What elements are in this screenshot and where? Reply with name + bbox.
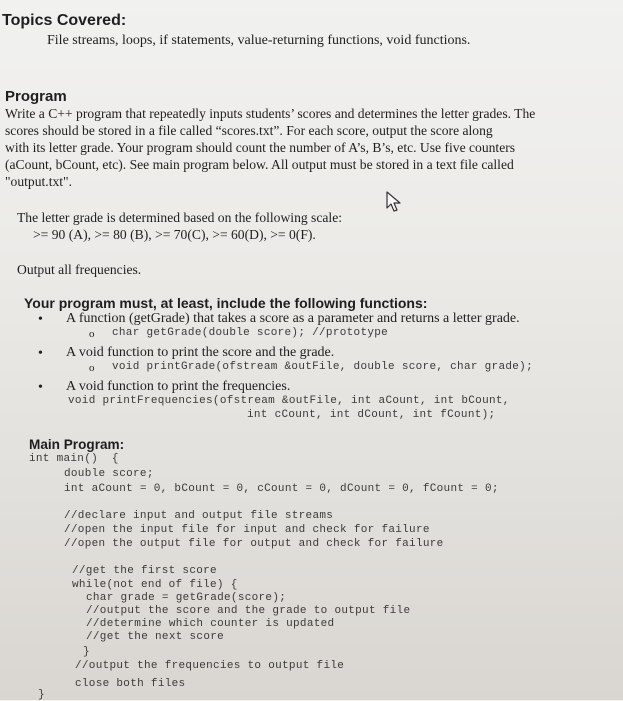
requirement-3-code-line-2: int cCount, int dCount, int fCount);: [247, 409, 496, 421]
requirement-1-text: A function (getGrade) that takes a score as a parameter and returns a letter grade.: [66, 311, 520, 326]
code-line: close both files: [75, 678, 186, 690]
topics-heading: Topics Covered:: [2, 12, 127, 29]
code-line: int main() {: [29, 453, 119, 465]
program-line-1: Write a C++ program that repeatedly inputs students’ scores and determines the letter grades. The: [5, 106, 536, 121]
code-line: while(not end of file) {: [72, 579, 238, 591]
code-line: //determine which counter is updated: [86, 618, 335, 630]
program-line-4: (aCount, bCount, etc). See main program below. All output must be stored in a text file called: [5, 157, 514, 172]
topics-text: File streams, loops, if statements, value-returning functions, void functions.: [47, 33, 471, 48]
main-program-heading: Main Program:: [29, 437, 125, 452]
requirements-heading: Your program must, at least, include the following functions:: [24, 295, 428, 311]
code-line: //get the first score: [72, 565, 217, 577]
program-heading: Program: [5, 88, 67, 105]
requirement-1-code: char getGrade(double score); //prototype: [112, 327, 389, 339]
requirement-2-text: A void function to print the score and the grade.: [66, 345, 335, 360]
code-line: char grade = getGrade(score);: [86, 592, 287, 604]
requirement-2-code: void printGrade(ofstream &outFile, double score, char grade);: [112, 361, 533, 373]
requirement-3-text: A void function to print the frequencies.: [66, 379, 291, 394]
code-line: }: [38, 689, 45, 701]
bullet-marker-2: •: [38, 346, 43, 361]
program-line-5: "output.txt".: [5, 174, 72, 189]
code-line: double score;: [64, 468, 154, 480]
bullet-marker-3: •: [38, 380, 43, 395]
sub-marker-2: o: [89, 362, 95, 374]
bullet-marker-1: •: [38, 312, 43, 327]
frequencies-line: Output all frequencies.: [17, 262, 142, 277]
code-line: //output the frequencies to output file: [75, 660, 345, 672]
program-line-3: with its letter grade. Your program should count the number of A’s, B’s, etc. Use five counters: [5, 140, 516, 155]
requirement-3-code-line-1: void printFrequencies(ofstream &outFile, int aCount, int bCount,: [68, 395, 510, 407]
code-line: //output the score and the grade to output file: [86, 605, 411, 617]
code-line: //open the input file for input and check for failure: [64, 524, 430, 536]
code-line: //declare input and output file streams: [64, 510, 334, 522]
mouse-pointer-icon: [385, 190, 405, 214]
code-line: }: [83, 646, 90, 658]
program-line-2: scores should be stored in a file called “scores.txt”. For each score, output the score along: [5, 123, 493, 138]
grading-scale: >= 90 (A), >= 80 (B), >= 70(C), >= 60(D), >= 0(F).: [33, 227, 316, 242]
code-line: //open the output file for output and check for failure: [64, 538, 444, 550]
code-line: //get the next score: [86, 631, 225, 643]
grading-intro: The letter grade is determined based on the following scale:: [17, 210, 343, 225]
sub-marker-1: o: [89, 328, 95, 340]
code-line: int aCount = 0, bCount = 0, cCount = 0, dCount = 0, fCount = 0;: [64, 483, 499, 495]
